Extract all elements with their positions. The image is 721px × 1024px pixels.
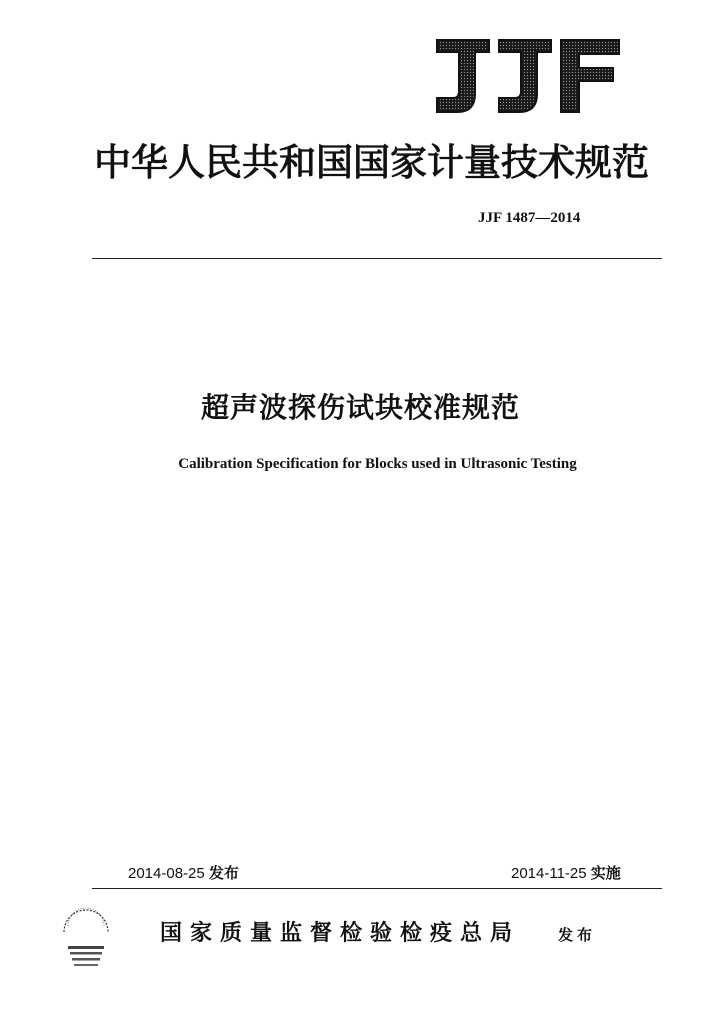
document-title-en: Calibration Specification for Blocks used in Ultrasonic Testing [178,456,577,472]
issuing-authority: 国家质量监督检验检疫总局 [160,920,521,946]
header-divider [92,258,662,259]
jjf-logo [433,38,621,114]
issue-date-line [128,862,239,883]
standard-code: JJF 1487—2014 [478,210,581,226]
issuing-authority-label: 发布 [558,926,597,944]
org-title: 中华人民共和国国家计量技术规范 [94,140,649,184]
effective-date: 2014-11-25 [511,865,587,882]
issue-date: 2014-08-25 [128,865,205,882]
effective-date-line [511,862,621,883]
issue-label: 发布 [208,865,239,882]
seal-stamp-icon [58,906,114,974]
document-title-cn: 超声波探伤试块校准规范 [200,391,520,424]
effective-label: 实施 [590,865,621,882]
footer-divider [92,888,662,889]
